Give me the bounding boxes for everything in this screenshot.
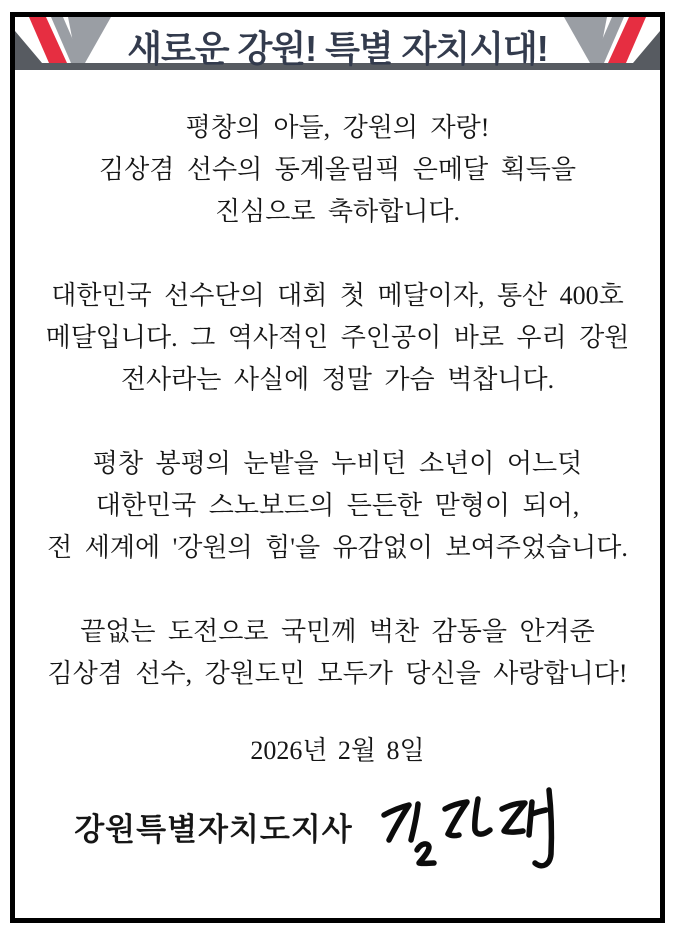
body-line: 평창 봉평의 눈밭을 누비던 소년이 어느덧 bbox=[92, 449, 583, 478]
body-line: 전 세계에 '강원의 힘'을 유감없이 보여주었습니다. bbox=[47, 533, 628, 562]
body-paragraph bbox=[28, 443, 648, 569]
body-line: 전사라는 사실에 정말 가슴 벅찹니다. bbox=[120, 365, 555, 394]
letter-paragraphs bbox=[28, 107, 648, 695]
handwritten-signature bbox=[371, 784, 601, 884]
signature-row bbox=[28, 784, 648, 884]
body-line: 김상겸 선수, 강원도민 모두가 당신을 사랑합니다! bbox=[47, 659, 628, 688]
letter-body bbox=[28, 107, 648, 884]
body-line: 끝없는 도전으로 국민께 벅찬 감동을 안겨준 bbox=[80, 617, 595, 646]
body-line: 진심으로 축하합니다. bbox=[214, 197, 461, 226]
body-line: 김상겸 선수의 동계올림픽 은메달 획득을 bbox=[99, 155, 576, 184]
body-paragraph bbox=[28, 611, 648, 695]
body-line: 평창의 아들, 강원의 자랑! bbox=[185, 113, 490, 142]
body-line: 메달입니다. 그 역사적인 주인공이 바로 우리 강원 bbox=[45, 323, 630, 352]
body-line: 대한민국 스노보드의 든든한 맏형이 되어, bbox=[95, 491, 580, 520]
governor-title: 강원특별자치도지사 bbox=[74, 812, 353, 847]
slogan-banner bbox=[15, 17, 660, 70]
body-paragraph bbox=[28, 275, 648, 401]
body-line: 대한민국 선수단의 대회 첫 메달이자, 통산 400호 bbox=[51, 281, 624, 310]
banner-slogan-text: 새로운 강원! 특별 자치시대! bbox=[127, 28, 548, 69]
body-paragraph bbox=[28, 107, 648, 233]
document-border-frame bbox=[10, 12, 665, 923]
letter-date: 2026년 2월 8일 bbox=[250, 736, 425, 765]
